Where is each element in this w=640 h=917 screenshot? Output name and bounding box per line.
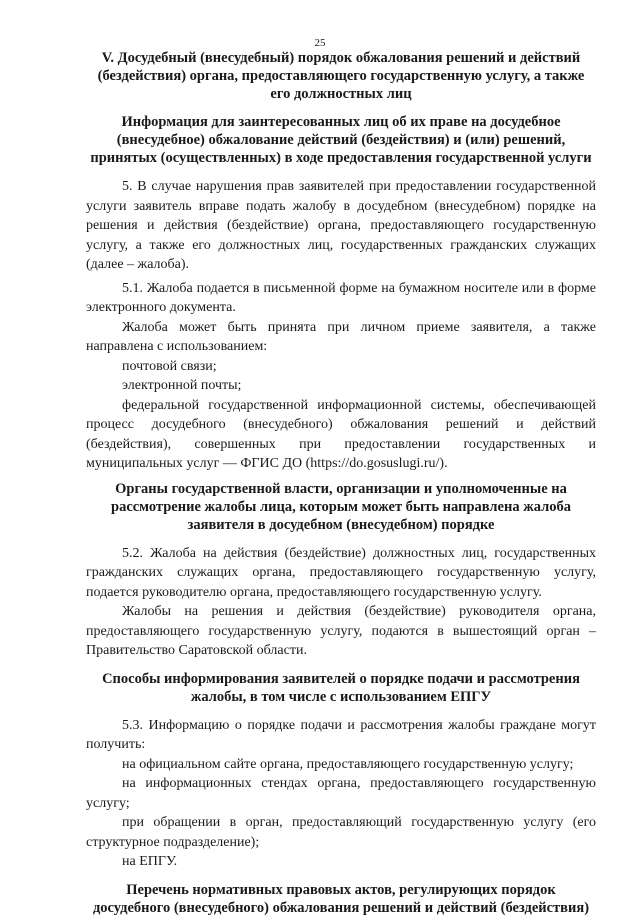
paragraph-5-1-b: Жалоба может быть принята при личном приеме заявителя, а также направлена с использованием: bbox=[86, 319, 596, 354]
section-title: V. Досудебный (внесудебный) порядок обжалования решений и действий (бездействия) органа, предоставляющего государственную услугу, а также его должностных лиц bbox=[97, 50, 585, 102]
heading-acts: Перечень нормативных правовых актов, регулирующих порядок досудебного (внесудебного) обжалования решений и действий (бездействия) bbox=[92, 881, 590, 916]
paragraph-5-2-b: Жалобы на решения и действия (бездействие) руководителя органа, предоставляющего государственную услугу, подаются в вышестоящий орган – Правительство Саратовской области. bbox=[86, 604, 596, 658]
paragraph-5-3: 5.3. Информацию о порядке подачи и рассмотрения жалобы граждане могут получить: bbox=[86, 717, 596, 752]
list-item: на ЕПГУ. bbox=[122, 854, 178, 869]
list-item: электронной почты; bbox=[122, 378, 242, 393]
list-item: почтовой связи; bbox=[122, 358, 217, 374]
list-item: на информационных стендах органа, предоставляющего государственную услугу; bbox=[86, 776, 596, 811]
list-item: на официальном сайте органа, предоставляющего государственную услугу; bbox=[122, 756, 574, 772]
list-item: федеральной государственной информационной системы, обеспечивающей процесс досудебного (внесудебного) обжалования решений и действий (бездействия), совершенных при предоставлении государственных и муниципальных услуг — ФГИС ДО (https://do.gosuslugi.ru/). bbox=[86, 397, 596, 471]
list-item: при обращении в орган, предоставляющий государственную услугу (его структурное подразделение); bbox=[86, 815, 596, 850]
paragraph-5-1: 5.1. Жалоба подается в письменной форме на бумажном носителе или в форме электронного документа. bbox=[86, 280, 596, 315]
heading-ways: Способы информирования заявителей о порядке подачи и рассмотрения жалобы, в том числе с использованием ЕПГУ bbox=[102, 670, 580, 705]
paragraph-5-2: 5.2. Жалоба на действия (бездействие) должностных лиц, государственных гражданских служащих органа, предоставляющего государственную услугу, подается руководителю органа, предоставляющего государственную услугу. bbox=[86, 545, 596, 600]
heading-organs: Органы государственной власти, организации и уполномоченные на рассмотрение жалобы лица, которым может быть направлена жалоба заявителя в досудебном (внесудебном) порядке bbox=[111, 480, 571, 533]
heading-info: Информация для заинтересованных лиц об их праве на досудебное (внесудебное) обжалование действий (бездействия) и (или) решений, принятых (осуществленных) в ходе предоставления государственной услуги bbox=[90, 114, 592, 166]
page-number: 25 bbox=[314, 37, 326, 49]
paragraph-5: 5. В случае нарушения прав заявителей при предоставлении государственной услуги заявитель вправе подать жалобу в досудебном (внесудебном) порядке на решения и действия (бездействие) органа, предоставляющего государственную услугу, а также его должностных лиц, государственных гражданских служащих (далее – жалоба). bbox=[86, 179, 596, 272]
